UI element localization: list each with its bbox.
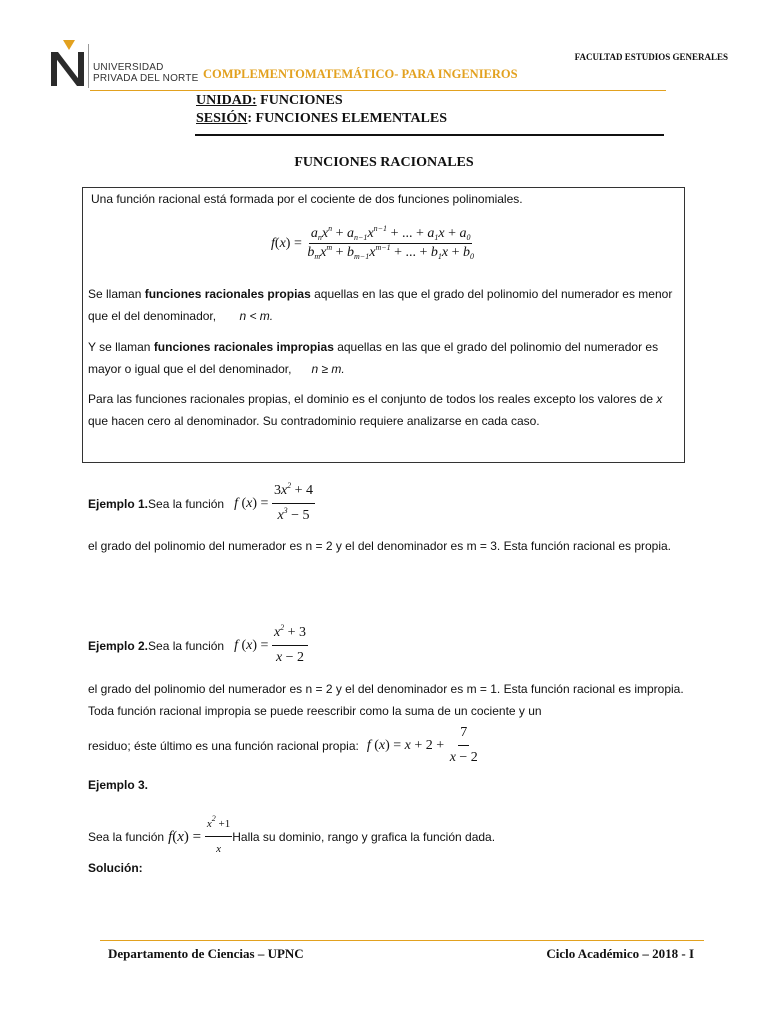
domain-text-1: Para las funciones racionales propias, el dominio es el conjunto de todos los reales excepto los valores de [88,392,657,406]
domain-explanation [88,388,678,432]
unit-value: FUNCIONES [256,93,343,108]
university-name-line2: PRIVADA DEL NORTE [93,73,199,84]
definition-box [82,187,685,463]
example-2-decomposition: f ( x ) = x + 2 + $\frac{7}{x - 2}$ [367,722,480,769]
improper-text-1: Y se llaman [88,340,154,354]
example-2-residue-text: residuo; éste último es una función racional propia: [88,738,359,753]
proper-text-1: Se llaman [88,287,145,301]
unit-label: UNIDAD: [196,93,257,108]
title-rule [195,134,664,136]
improper-definition [88,336,678,380]
solution-label: Solución: [88,861,143,875]
example-1-formula: f ( x ) = $\frac{3x^2 + 4}{x^3 - 5}$ [234,481,314,523]
example-1-text: el grado del polinomio del numerador es n = 2 y el del denominador es m = 3. Esta función racional es propia. [88,539,672,553]
proper-condition: n < m. [239,309,274,323]
session-row [196,111,447,127]
unit-row [196,93,343,109]
domain-text-2: que hacen cero al denominador. Su contradominio requiere analizarse en cada caso. [88,414,540,428]
example-1-intro: Sea la función [148,496,225,511]
example-3-formula: f ( x ) = $\frac{x^2 +1}{x}$ [168,814,231,855]
faculty-name: FACULTAD ESTUDIOS GENERALES [574,52,728,62]
section-title: FUNCIONES RACIONALES [294,155,474,170]
session-value: : FUNCIONES ELEMENTALES [247,111,448,126]
example-2-label: Ejemplo 2. [88,638,149,653]
example-1-label: Ejemplo 1. [88,496,149,511]
upn-logo-icon [48,40,92,90]
footer-divider [100,940,704,941]
footer-cycle: Ciclo Académico – 2018 - I [546,946,694,961]
proper-term: funciones racionales propias [144,287,311,301]
university-name-line1: UNIVERSIDAD [93,62,164,73]
improper-text-2: aquellas en las que el grado del polinomio del numerador es mayor o igual que el del denominador, [88,340,659,376]
example-1-heading [88,480,315,527]
general-formula: f(x) = $\frac{a_nx^n + a_{n-1}x^{n-1} + ... + a_1x + a_0}{b_mx^m + b_{m-1}x^{m-1} + ... + b_1x + b_0}$ [271,224,475,261]
improper-term: funciones racionales impropias [153,340,334,354]
session-label: SESIÓN [196,111,248,126]
example-2-intro: Sea la función [148,638,225,653]
example-2-text: el grado del polinomio del numerador es n = 2 y el del denominador es m = 1. Esta función racional es impropia. Toda función racional impropia se puede reescribir como la suma de un cociente y un [88,682,684,718]
example-3-task: Halla su dominio, rango y grafica la función dada. [232,829,496,844]
example-2-formula: f ( x ) = $\frac{x^2 + 3}{x - 2}$ [234,623,307,665]
header-divider [90,90,666,91]
university-logo [48,40,92,90]
proper-text-2: aquellas en las que el grado del polinomio del numerador es menor que el del denominador, [88,287,673,323]
example-3-intro: Sea la función [88,829,165,844]
domain-variable: x [656,392,663,406]
footer-department: Departamento de Ciencias – UPNC [108,946,304,961]
course-title: COMPLEMENTOMATEMÁTICO- PARA INGENIEROS [203,67,518,81]
example-2-heading [88,622,308,669]
proper-definition [88,283,678,327]
definition-intro: Una función racional está formada por el cociente de dos funciones polinomiales. [91,192,523,206]
university-name [93,62,198,84]
improper-condition: n ≥ m. [311,362,345,376]
example-3-label: Ejemplo 3. [88,778,149,792]
example-3-statement [88,813,495,860]
example-2-residue-line [88,722,480,769]
